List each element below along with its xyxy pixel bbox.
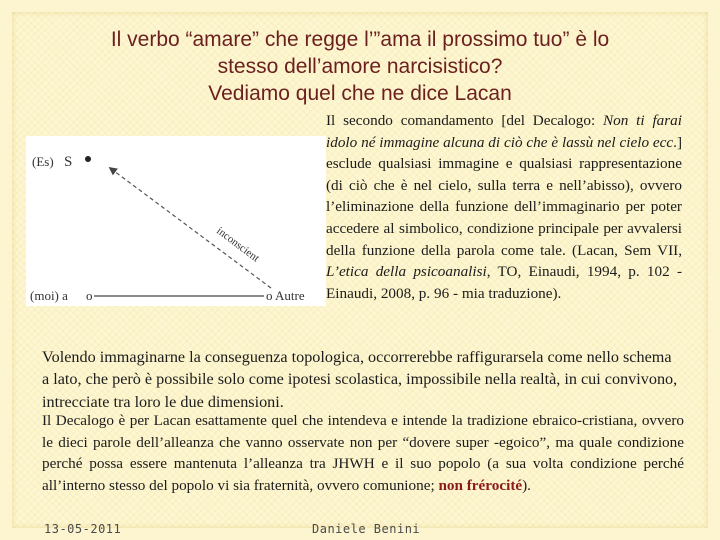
- footer-author: Daniele Benini: [312, 522, 421, 536]
- title-line-3: Vediamo quel che ne dice Lacan: [208, 82, 512, 105]
- label-inconscient: inconscient: [214, 224, 262, 265]
- title-line-2: stesso dell’amore narcisistico?: [217, 55, 503, 78]
- quote-text-3: , TO, Einaudi, 1994, p. 102 - Einaudi, 2008, p. 96 - mia traduzione).: [326, 263, 682, 302]
- lacan-quote: [326, 110, 682, 304]
- base-arrow-hidden: [104, 294, 274, 301]
- dashed-arrow: [110, 168, 271, 288]
- label-s: S: [64, 154, 73, 170]
- para2-main: Il Decalogo è per Lacan esattamente quel che intendeva e intende la tradizione ebraico-cristiana, ovvero le dieci parole dell’alleanza che vanno osservate non per “dovere super -egoico”, ma quale condizione perché possa essere mantenuta l’alleanza tra JHWH e il suo popolo (a sua volta condizione perché all’interno stesso del popolo vi sia fraternità, ovvero comunione;: [42, 412, 684, 494]
- title-line-1: Il verbo “amare” che regge l’”ama il prossimo tuo” è lo: [110, 28, 610, 51]
- quote-text-2: .] esclude qualsiasi immagine e qualsiasi rappresentazione (di ciò che è nel cielo, sulla terra e nell’abisso), ovvero l’eliminazione della funzione dell’immaginario per poter accedere al simbolico, condizione principale per avvalersi della funzione della parola come tale. (Lacan, Sem VII,: [326, 133, 682, 259]
- label-o: o: [86, 288, 93, 303]
- paragraph-decalogo: [42, 410, 684, 496]
- label-es: (Es): [32, 154, 54, 169]
- paragraph-topology: Volendo immaginarne la conseguenza topologica, occorrerebbe raffigurarsela come nello schema a lato, che però è possibile solo come ipotesi scolastica, impossibile nella realtà, in cui convivono, intrecciate tra loro le due dimensioni.: [42, 348, 678, 411]
- quote-italic-1: Non ti farai idolo né immagine alcuna di ciò che è lassù nel cielo ecc: [326, 112, 682, 151]
- para2-end: ).: [522, 476, 531, 494]
- schema-l-svg: [26, 136, 326, 306]
- schema-l-diagram: [26, 136, 326, 306]
- point-s: [85, 156, 91, 162]
- quote-italic-2: L’etica della psicoanalisi: [326, 263, 487, 281]
- label-autre: o Autre: [266, 288, 305, 303]
- slide-title: [40, 26, 680, 107]
- para2-highlight: non frérocité: [438, 476, 523, 494]
- quote-text-1: Il secondo comandamento [del Decalogo:: [326, 112, 604, 129]
- label-moi: (moi) a: [30, 288, 68, 303]
- footer-date: 13-05-2011: [44, 522, 122, 536]
